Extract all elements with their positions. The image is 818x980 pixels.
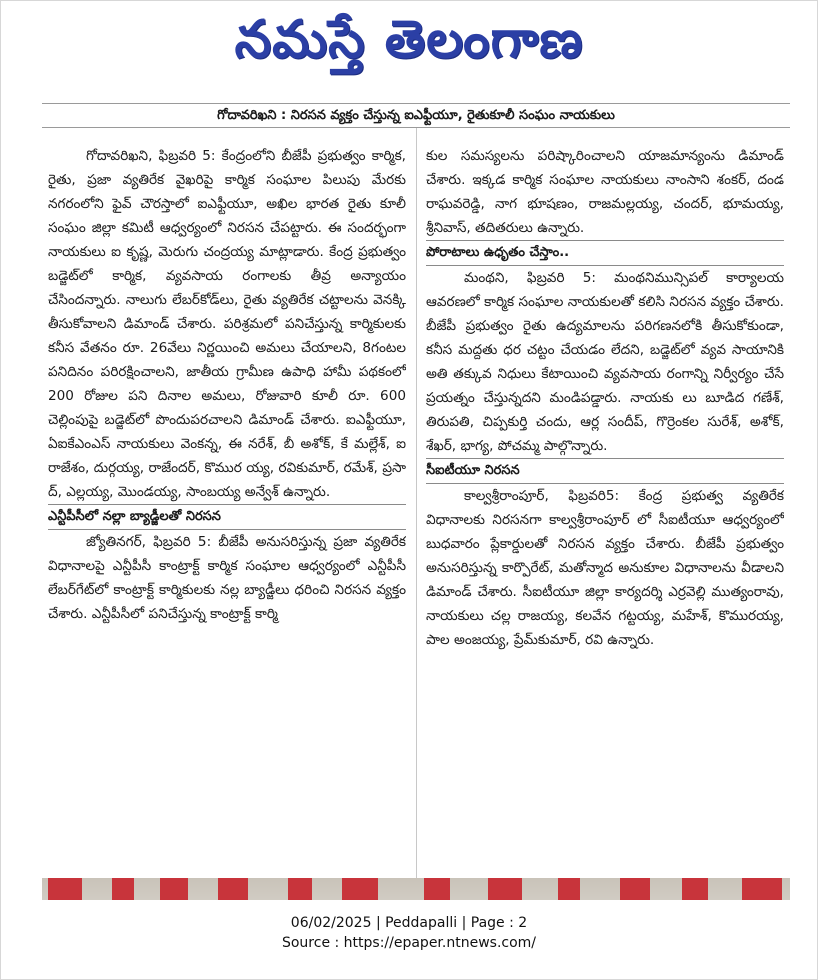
article-paragraph: మంథని, ఫిబ్రవరి 5: మంథనిమున్సిపల్ కార్యాలయ ఆవరణలో కార్మిక సంఘాల నాయకులతో కలిసి నిరసన వ్యక్తం చేశారు. బీజేపీ ప్రభుత్వం రైతు ఉద్యమాలను పరిగణనలోకి తీసుకోకుండా, కనీస మద్దతు ధర చట్టం చేయడం లేదని, బడ్జెట్‌లో వ్యవ సాయానికి అతి తక్కువ నిధులు కేటాయించి వ్యవసాయ రంగాన్ని నిర్వీర్యం చేసే ప్రయత్నం చేస్తున్నదని మండిపడ్డారు. నాయకు లు బూడిద గణేశ్, తిరుపతి, చిప్పకుర్తి చందు, ఆర్ల సందీప్, గొర్రెంకల సురేశ్, అశోక్, శేఖర్, భాగ్య, పోచమ్మ పాల్గొన్నారు. bbox=[426, 270, 784, 454]
red-flag bbox=[48, 878, 82, 900]
newspaper-masthead bbox=[0, 6, 818, 86]
red-flag bbox=[424, 878, 450, 900]
red-flag bbox=[112, 878, 134, 900]
red-flag bbox=[160, 878, 188, 900]
article-subheading: ఎన్టీపీసీలో నల్లా బ్యాడ్జీలతో నిరసన bbox=[48, 504, 406, 530]
article-subheading: పోరాటాలు ఉధృతం చేస్తాం.. bbox=[426, 240, 784, 266]
article-paragraph: కాల్వశ్రీరాంపూర్, ఫిబ్రవరి5: కేంద్ర ప్రభుత్వ వ్యతిరేక విధానాలకు నిరసనగా కాల్వశ్రీరాంపూర్ లో సీఐటీయూ ఆధ్వర్యంలో బుధవారం ప్లేకార్డులతో నిరసన వ్యక్తం చేశారు. బీజేపీ ప్రభుత్వం అనుసరిస్తున్న కార్పొరేట్, మతోన్మాద అనుకూల విధానాలను వీడాలని డిమాండ్ చేశారు. సీఐటీయూ జిల్లా కార్యదర్శి ఎర్రవెల్లి ముత్యంరావు, నాయకులు చల్ల రాజయ్య, కలవేన గట్టయ్య, మహేశ్, కొమురయ్య, పాల అంజయ్య, ప్రేమ్‌కుమార్, రవి ఉన్నారు. bbox=[426, 488, 784, 648]
article-subheading: సీఐటీయూ నిరసన bbox=[426, 458, 784, 484]
article-column-left bbox=[48, 144, 406, 878]
red-flag bbox=[620, 878, 650, 900]
article-column-right bbox=[426, 144, 784, 878]
red-flag bbox=[488, 878, 522, 900]
footer-source-link[interactable]: Source : https://epaper.ntnews.com/ bbox=[281, 935, 537, 951]
article-paragraph: జ్యోతినగర్, ఫిబ్రవరి 5: బీజేపీ అనుసరిస్తున్న ప్రజా వ్యతిరేక విధానాలపై ఎన్టీపీసీ కాంట్రాక్ట్ కార్మిక సంఘాల ఆధ్వర్యంలో ఎన్టీపీసీ లేబర్‌గేట్‌లో కాంట్రాక్ట్ కార్మికులకు నల్ల బ్యాడ్జీలు ధరించి నిరసన వ్యక్తం చేశారు. ఎన్టీపీసీలో పనిచేస్తున్న కాంట్రాక్ట్ కార్మి bbox=[48, 534, 406, 622]
red-flag bbox=[558, 878, 580, 900]
protest-photo-strip bbox=[42, 878, 790, 900]
column-divider bbox=[416, 128, 417, 878]
article-clipping bbox=[42, 103, 790, 878]
footer-date-edition: 06/02/2025 | Peddapalli | Page : 2 bbox=[290, 915, 528, 931]
red-flag bbox=[682, 878, 708, 900]
article-paragraph: గోదావరిఖని, ఫిబ్రవరి 5: కేంద్రంలోని బీజేపీ ప్రభుత్వం కార్మిక, రైతు, ప్రజా వ్యతిరేక వైఖరిపై కార్మిక సంఘాల పిలుపు మేరకు నగరంలోని ఫైవ్ చౌరస్తాలో ఐఎఫ్టీయూ, అఖిల భారత రైతు కూలీ సంఘం జిల్లా కమిటీ ఆధ్వర్యంలో నిరసన చేపట్టారు. ఈ సందర్భంగా నాయకులు ఐ కృష్ణ, మెరుగు చంద్రయ్య మాట్లాడారు. కేంద్ర ప్రభుత్వం బడ్జెట్‌లో కార్మిక, వ్యవసాయ రంగాలకు తీవ్ర అన్యాయం చేసిందన్నారు. నాలుగు లేబర్‌కోడ్‌లు, రైతు వ్యతిరేక చట్టాలను వెనక్కి తీసుకోవాలని డిమాండ్ చేశారు. పరిశ్రమలో పనిచేస్తున్న కార్మికులకు కనీస వేతనం రూ. 26వేలు నిర్ణయించి అమలు చేయాలని, 8గంటల పనిదినం పరిరక్షించాలని, జాతీయ గ్రామీణ ఉపాధి హామీ పథకంలో 200 రోజుల పని దినాల అమలు, రోజువారి కూలీ రూ. 600 చెల్లింపుపై బడ్జెట్‌లో పొందుపరచాలని డిమాండ్ చేశారు. ఐఎఫ్టీయూ, ఏఐకేఎంఎస్ నాయకులు వెంకన్న, ఈ నరేశ్, బీ అశోక్, కే మల్లేశ్, ఐ రాజేశం, దుర్గయ్య, రాజేందర్, కొముర య్య, రవికుమార్, రమేశ్, ప్రసా ద్, ఎల్లయ్య, మొండయ్య, సాంబయ్య అన్వేశ్ ఉన్నారు. bbox=[48, 148, 406, 500]
red-flag bbox=[742, 878, 782, 900]
article-paragraph: కుల సమస్యలను పరిష్కారించాలని యాజమాన్యంను డిమాండ్ చేశారు. ఇక్కడ కార్మిక సంఘాల నాయకులు నాంసాని శంకర్, దండ రాఘవరెడ్డి, నాగ భూషణం, రాజమల్లయ్య, చందర్, భూమయ్య, శ్రీనివాస్, తదితరులు ఉన్నారు. bbox=[426, 148, 784, 236]
photo-caption: గోదావరిఖని : నిరసన వ్యక్తం చేస్తున్న ఐఎఫ్టీయూ, రైతుకూలీ సంఘం నాయకులు bbox=[42, 104, 790, 128]
red-flag bbox=[288, 878, 312, 900]
masthead-logo-text: నమస్తే తెలంగాణ bbox=[234, 9, 584, 70]
red-flag bbox=[342, 878, 378, 900]
red-flag bbox=[218, 878, 248, 900]
page-footer bbox=[0, 913, 818, 953]
